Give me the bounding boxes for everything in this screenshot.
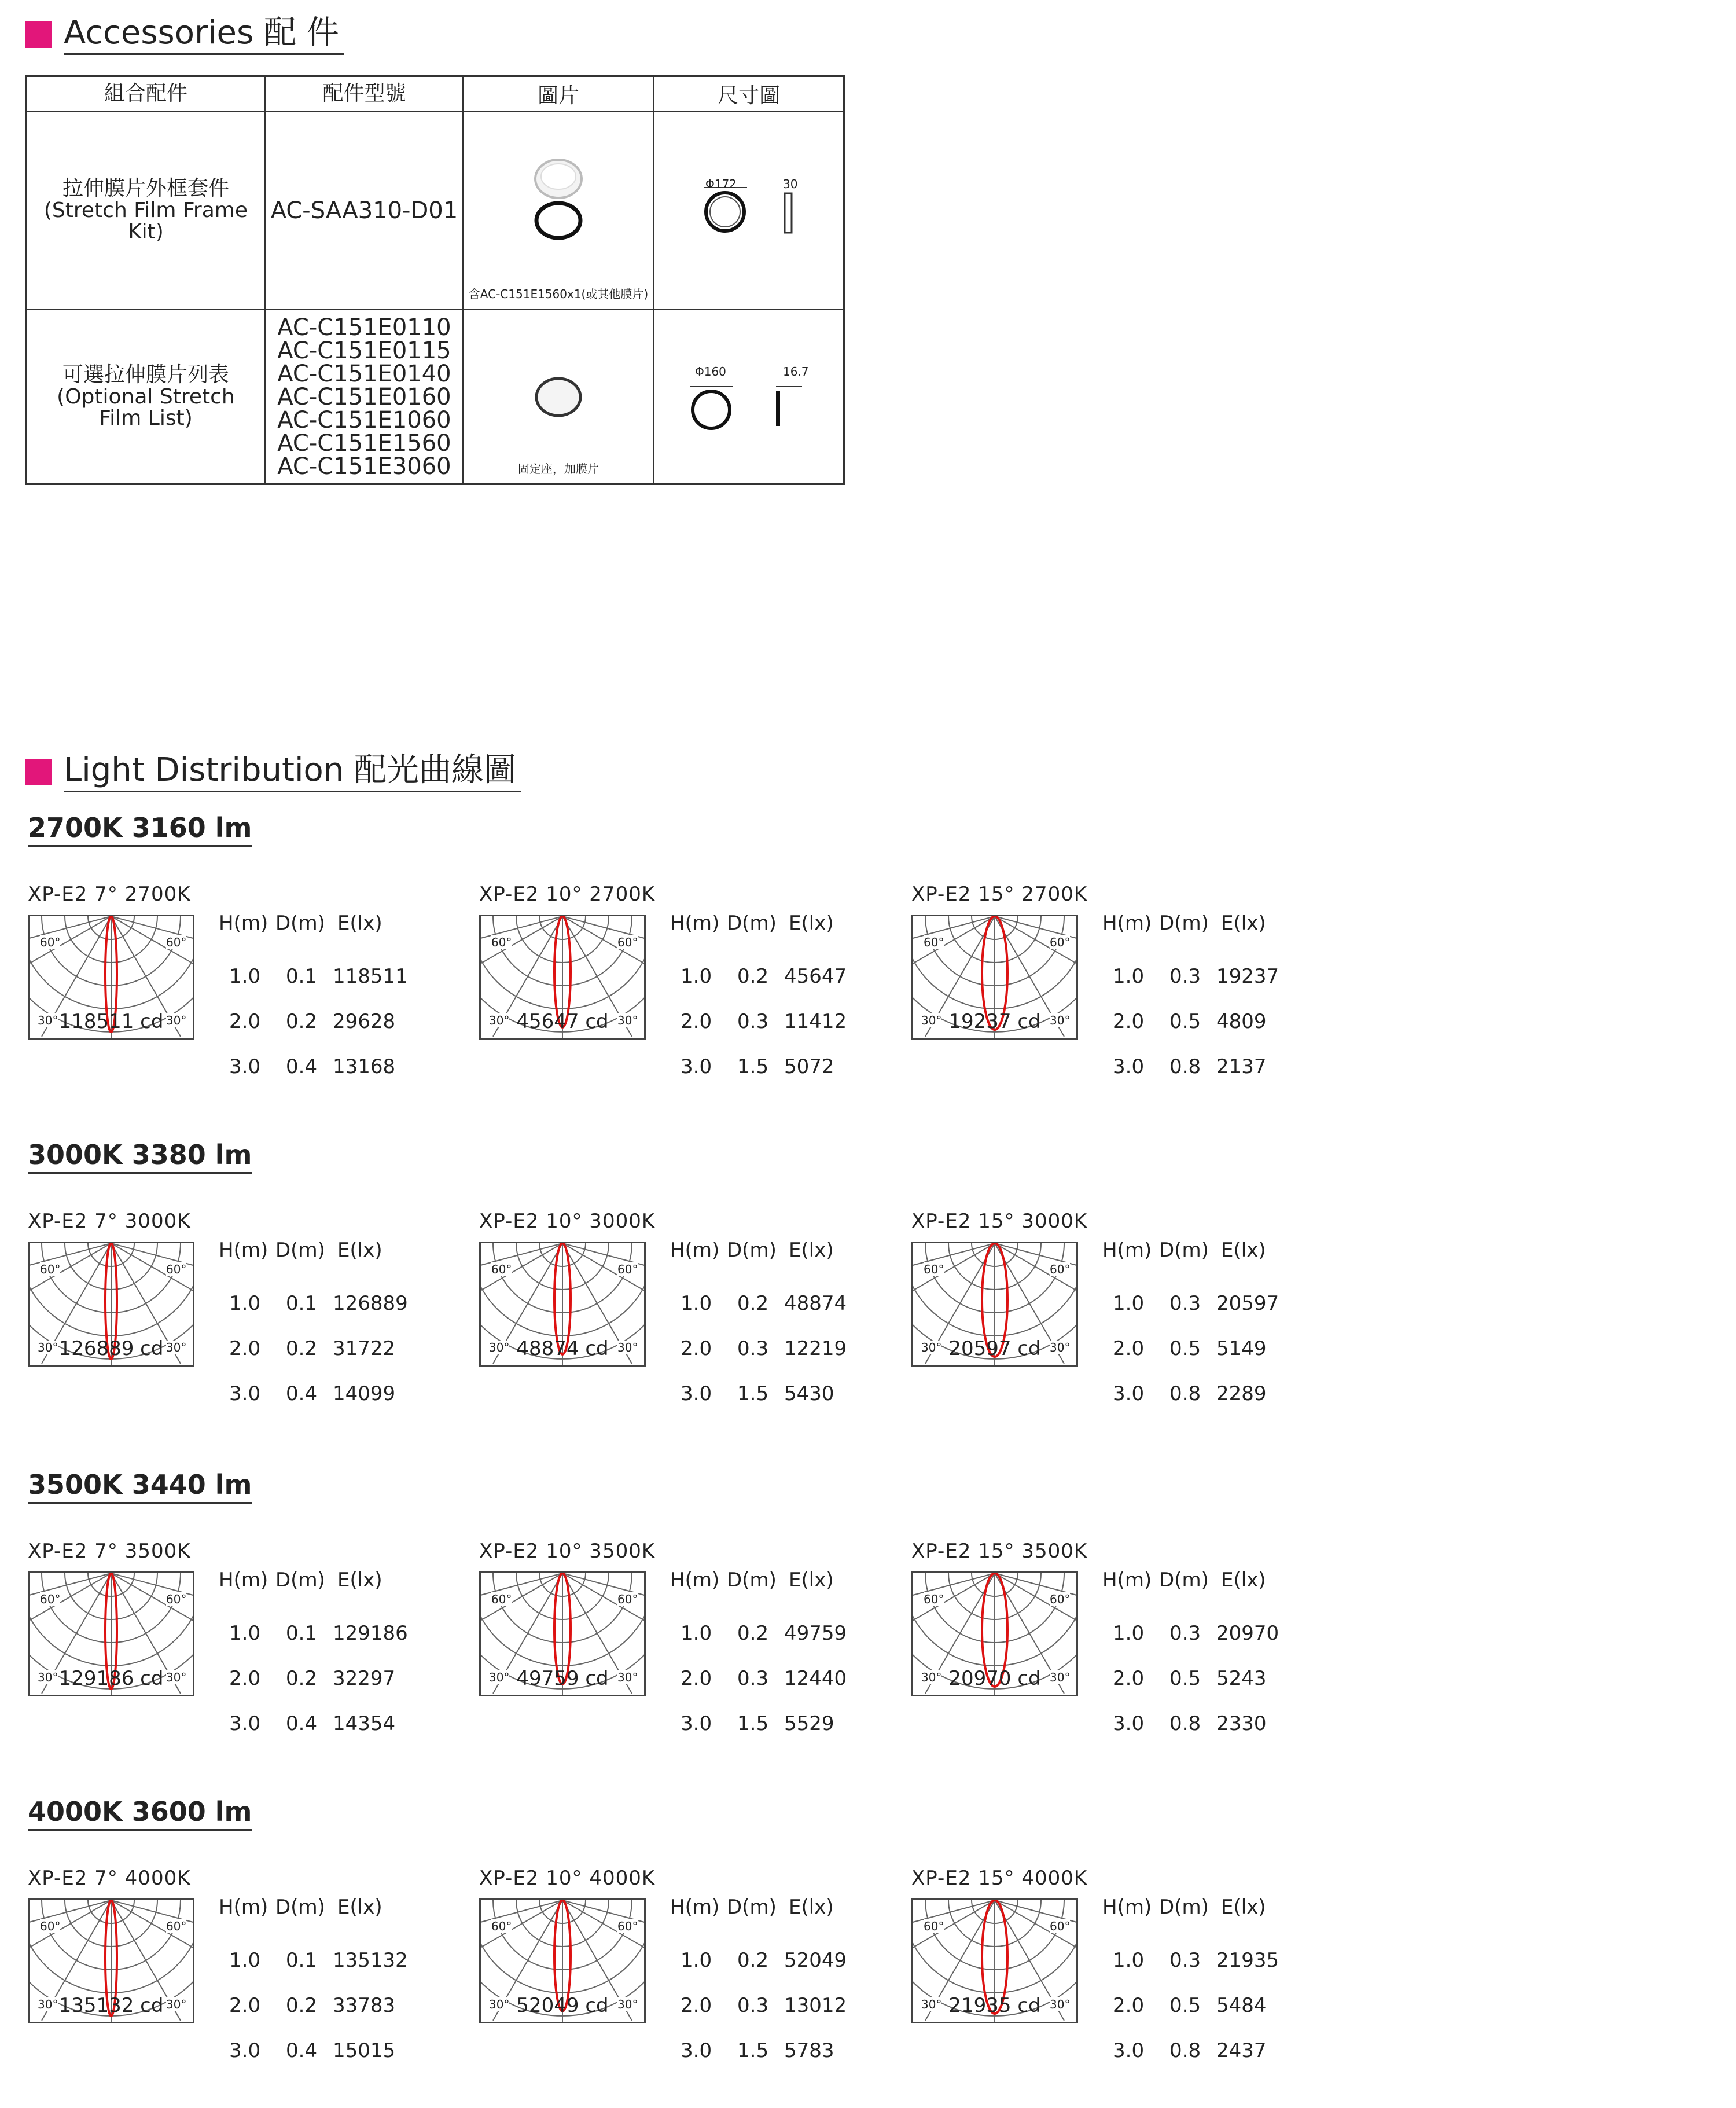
accessories-heading: [25, 15, 344, 55]
candela-value: 52049 cd: [516, 1994, 609, 2017]
dim-height-label: 30: [782, 177, 798, 191]
table-cell: 32297: [333, 1667, 396, 1690]
polar-distribution-diagram: [28, 1898, 194, 2023]
table-cell: 1.0: [681, 965, 712, 988]
table-cell: 135132: [333, 1949, 408, 1972]
table-cell: 45647: [784, 965, 847, 988]
table-cell: 1.0: [681, 1949, 712, 1972]
illuminance-table: [670, 1896, 861, 2069]
table-cell: 13012: [784, 1994, 847, 2017]
table-cell: 31722: [333, 1337, 396, 1360]
angle-label: 60°: [166, 1262, 187, 1276]
table-cell: 2.0: [229, 1010, 261, 1033]
model-number: AC-SAA310-D01: [270, 197, 458, 224]
table-cell: 0.8: [1169, 1055, 1201, 1078]
table-cell: 1.0: [1113, 1622, 1145, 1645]
illuminance-table: [1102, 1239, 1293, 1412]
illuminance-table: [670, 1569, 861, 1742]
chart-title: XP-E2 10° 2700K: [479, 883, 656, 906]
table-cell: 0.8: [1169, 2039, 1201, 2062]
table-cell: 3.0: [681, 1055, 712, 1078]
table-cell: 0.3: [737, 1337, 769, 1360]
table-cell: 0.3: [1169, 1622, 1201, 1645]
table-header-cell: D(m): [727, 912, 777, 935]
picture-cell: [463, 112, 653, 310]
kit-name-en: (Stretch Film Frame Kit): [43, 198, 248, 244]
angle-label: 30°: [921, 1013, 942, 1027]
table-cell: 0.3: [1169, 1292, 1201, 1315]
table-cell: 20970: [1216, 1622, 1279, 1645]
table-cell: 2.0: [681, 1337, 712, 1360]
polar-distribution-diagram: [479, 915, 646, 1040]
illuminance-table: [1102, 1569, 1293, 1742]
polar-distribution-diagram: [479, 1571, 646, 1696]
table-header-cell: D(m): [275, 1239, 325, 1262]
angle-label: 30°: [166, 1670, 187, 1684]
kit-name-zh: 拉伸膜片外框套件: [62, 176, 229, 200]
angle-label: 60°: [617, 935, 638, 949]
film-image: [464, 339, 653, 455]
frame-kit-image: [464, 138, 653, 283]
table-cell: 118511: [333, 965, 408, 988]
table-cell: 0.2: [737, 1949, 769, 1972]
table-cell: 1.0: [1113, 1292, 1145, 1315]
table-header-cell: H(m): [1102, 1569, 1152, 1592]
chart-title: XP-E2 15° 3000K: [911, 1210, 1088, 1233]
chart-title: XP-E2 7° 4000K: [28, 1867, 191, 1890]
candela-value: 19237 cd: [948, 1010, 1041, 1033]
table-cell: 11412: [784, 1010, 847, 1033]
polar-distribution-diagram: [28, 1571, 194, 1696]
table-header-cell: E(lx): [789, 1569, 834, 1592]
table-cell: 1.0: [1113, 965, 1145, 988]
table-header-cell: E(lx): [337, 1569, 382, 1592]
polar-distribution-diagram: [28, 915, 194, 1040]
illuminance-table: [670, 912, 861, 1085]
chart-title: XP-E2 15° 3500K: [911, 1540, 1088, 1563]
table-cell: 0.5: [1169, 1667, 1201, 1690]
illuminance-table: [1102, 912, 1293, 1085]
angle-label: 60°: [924, 1262, 944, 1276]
table-cell: 21935: [1216, 1949, 1279, 1972]
chart-title: XP-E2 15° 4000K: [911, 1867, 1088, 1890]
table-header-cell: E(lx): [789, 912, 834, 935]
table-cell: 1.0: [1113, 1949, 1145, 1972]
table-cell: 2.0: [681, 1667, 712, 1690]
light-distribution-heading: [25, 752, 521, 792]
angle-label: 60°: [166, 935, 187, 949]
table-cell: 0.2: [286, 1994, 318, 2017]
angle-label: 60°: [491, 1262, 512, 1276]
model-cell: [265, 112, 463, 310]
table-cell: 3.0: [229, 1712, 261, 1735]
group-title: 4000K 3600 lm: [28, 1797, 252, 1831]
accessories-table: [25, 75, 845, 485]
chart-title: XP-E2 7° 3500K: [28, 1540, 191, 1563]
table-cell: 12440: [784, 1667, 847, 1690]
angle-label: 30°: [1050, 1997, 1071, 2011]
model-number: AC-C151E0115: [277, 337, 451, 364]
table-cell: 0.8: [1169, 1712, 1201, 1735]
table-cell: 15015: [333, 2039, 396, 2062]
table-cell: 129186: [333, 1622, 408, 1645]
table-cell: 29628: [333, 1010, 396, 1033]
table-header-cell: E(lx): [1221, 912, 1266, 935]
candela-value: 49759 cd: [516, 1667, 609, 1690]
model-cell: [265, 310, 463, 484]
table-header-cell: D(m): [275, 912, 325, 935]
chart-title: XP-E2 10° 3500K: [479, 1540, 656, 1563]
table-cell: 12219: [784, 1337, 847, 1360]
header-dimension: 尺寸圖: [653, 76, 844, 112]
table-cell: 0.1: [286, 1949, 318, 1972]
table-cell: 2330: [1216, 1712, 1267, 1735]
candela-value: 126889 cd: [58, 1337, 164, 1360]
angle-label: 60°: [924, 935, 944, 949]
table-cell: 1.0: [229, 1949, 261, 1972]
table-header-cell: D(m): [1159, 1896, 1209, 1919]
angle-label: 60°: [1050, 1592, 1071, 1606]
model-number: AC-C151E0110: [277, 314, 451, 341]
table-cell: 49759: [784, 1622, 847, 1645]
table-cell: 3.0: [1113, 1712, 1145, 1735]
table-cell: 0.1: [286, 1622, 318, 1645]
table-cell: 1.0: [229, 1622, 261, 1645]
table-header-cell: H(m): [219, 1239, 269, 1262]
angle-label: 30°: [166, 1997, 187, 2011]
candela-value: 21935 cd: [948, 1994, 1041, 2017]
illuminance-table: [219, 1239, 410, 1412]
table-header-row: [27, 76, 844, 112]
table-cell: 2.0: [1113, 1994, 1145, 2017]
angle-label: 60°: [617, 1592, 638, 1606]
table-cell: 0.4: [286, 1055, 318, 1078]
table-cell: 5072: [784, 1055, 834, 1078]
angle-label: 30°: [489, 1670, 510, 1684]
table-cell: 1.5: [737, 1712, 769, 1735]
angle-label: 60°: [166, 1592, 187, 1606]
film-dimension-drawing: [654, 339, 843, 455]
table-cell: 5243: [1216, 1667, 1267, 1690]
angle-label: 30°: [1050, 1670, 1071, 1684]
table-row: [27, 112, 844, 310]
dimension-cell: [653, 112, 844, 310]
table-cell: 0.4: [286, 1382, 318, 1405]
angle-label: 30°: [617, 1997, 638, 2011]
table-cell: 2.0: [1113, 1337, 1145, 1360]
angle-label: 60°: [924, 1919, 944, 1933]
table-cell: 33783: [333, 1994, 396, 2017]
angle-label: 30°: [921, 1341, 942, 1354]
polar-distribution-diagram: [479, 1242, 646, 1367]
polar-distribution-diagram: [479, 1898, 646, 2023]
candela-value: 20597 cd: [948, 1337, 1041, 1360]
angle-label: 30°: [38, 1341, 58, 1354]
angle-label: 30°: [1050, 1013, 1071, 1027]
table-cell: 1.5: [737, 1382, 769, 1405]
table-cell: 0.3: [737, 1667, 769, 1690]
candela-value: 118511 cd: [58, 1010, 164, 1033]
table-header-cell: H(m): [1102, 1239, 1152, 1262]
table-cell: 1.0: [229, 965, 261, 988]
table-header-cell: D(m): [275, 1896, 325, 1919]
table-cell: 4809: [1216, 1010, 1267, 1033]
accessories-title: Accessories 配 件: [64, 15, 344, 55]
chart-title: XP-E2 7° 2700K: [28, 883, 191, 906]
angle-label: 60°: [1050, 935, 1071, 949]
table-cell: 2.0: [681, 1994, 712, 2017]
table-cell: 3.0: [681, 1712, 712, 1735]
table-cell: 3.0: [681, 1382, 712, 1405]
candela-value: 20970 cd: [948, 1667, 1041, 1690]
model-number: AC-C151E0160: [277, 383, 451, 410]
table-cell: 0.8: [1169, 1382, 1201, 1405]
model-number: AC-C151E3060: [277, 453, 451, 480]
table-row: [27, 310, 844, 484]
dim-diameter-label: Φ172: [705, 177, 737, 191]
table-cell: 5783: [784, 2039, 834, 2062]
table-cell: 3.0: [681, 2039, 712, 2062]
table-cell: 2.0: [1113, 1010, 1145, 1033]
table-cell: 0.1: [286, 965, 318, 988]
candela-value: 45647 cd: [516, 1010, 609, 1033]
table-cell: 0.5: [1169, 1994, 1201, 2017]
angle-label: 30°: [617, 1341, 638, 1354]
group-title: 2700K 3160 lm: [28, 813, 252, 847]
table-cell: 5484: [1216, 1994, 1267, 2017]
model-number: AC-C151E1560: [277, 429, 451, 457]
candela-value: 48874 cd: [516, 1337, 609, 1360]
table-cell: 5529: [784, 1712, 834, 1735]
table-header-cell: D(m): [275, 1569, 325, 1592]
illuminance-table: [670, 1239, 861, 1412]
section-marker-icon: [25, 21, 52, 48]
table-cell: 3.0: [229, 1055, 261, 1078]
table-cell: 0.4: [286, 2039, 318, 2062]
table-cell: 0.2: [286, 1667, 318, 1690]
table-cell: 14099: [333, 1382, 396, 1405]
table-cell: 0.3: [1169, 965, 1201, 988]
model-number: AC-C151E0140: [277, 360, 451, 387]
angle-label: 30°: [1050, 1341, 1071, 1354]
table-cell: 1.0: [681, 1292, 712, 1315]
table-cell: 2.0: [229, 1667, 261, 1690]
table-header-cell: D(m): [1159, 1569, 1209, 1592]
table-cell: 3.0: [1113, 1055, 1145, 1078]
header-model: 配件型號: [265, 76, 463, 112]
model-number: AC-C151E1060: [277, 406, 451, 434]
table-cell: 20597: [1216, 1292, 1279, 1315]
table-header-cell: E(lx): [337, 1239, 382, 1262]
polar-distribution-diagram: [911, 915, 1078, 1040]
table-cell: 0.2: [737, 965, 769, 988]
table-header-cell: H(m): [670, 912, 720, 935]
table-header-cell: H(m): [219, 912, 269, 935]
table-cell: 0.3: [737, 1994, 769, 2017]
table-header-cell: E(lx): [789, 1896, 834, 1919]
kit-name-zh: 可選拉伸膜片列表: [62, 362, 229, 387]
angle-label: 30°: [489, 1341, 510, 1354]
table-cell: 1.0: [681, 1622, 712, 1645]
group-title: 3500K 3440 lm: [28, 1470, 252, 1504]
table-cell: 0.1: [286, 1292, 318, 1315]
table-cell: 126889: [333, 1292, 408, 1315]
illuminance-table: [219, 1896, 410, 2069]
table-header-cell: H(m): [219, 1569, 269, 1592]
angle-label: 60°: [617, 1919, 638, 1933]
table-cell: 0.5: [1169, 1337, 1201, 1360]
light-distribution-title: Light Distribution 配光曲線圖: [64, 752, 521, 792]
angle-label: 30°: [617, 1670, 638, 1684]
angle-label: 30°: [921, 1670, 942, 1684]
picture-cell: [463, 310, 653, 484]
table-cell: 1.5: [737, 1055, 769, 1078]
table-cell: 0.2: [286, 1337, 318, 1360]
table-cell: 1.5: [737, 2039, 769, 2062]
table-header-cell: E(lx): [1221, 1896, 1266, 1919]
table-header-cell: H(m): [219, 1896, 269, 1919]
illuminance-table: [219, 1569, 410, 1742]
table-cell: 5430: [784, 1382, 834, 1405]
angle-label: 30°: [489, 1013, 510, 1027]
table-header-cell: H(m): [670, 1896, 720, 1919]
table-cell: 0.5: [1169, 1010, 1201, 1033]
table-cell: 3.0: [1113, 1382, 1145, 1405]
angle-label: 60°: [166, 1919, 187, 1933]
table-cell: 0.4: [286, 1712, 318, 1735]
table-header-cell: D(m): [727, 1569, 777, 1592]
angle-label: 30°: [489, 1997, 510, 2011]
kit-name-en: (Optional Stretch: [57, 384, 235, 409]
table-header-cell: D(m): [1159, 1239, 1209, 1262]
table-header-cell: D(m): [727, 1239, 777, 1262]
table-cell: 2289: [1216, 1382, 1267, 1405]
angle-label: 60°: [40, 1592, 61, 1606]
table-header-cell: E(lx): [337, 912, 382, 935]
chart-title: XP-E2 15° 2700K: [911, 883, 1088, 906]
table-header-cell: E(lx): [1221, 1239, 1266, 1262]
table-header-cell: E(lx): [789, 1239, 834, 1262]
illuminance-table: [219, 912, 410, 1085]
table-cell: 2.0: [1113, 1667, 1145, 1690]
angle-label: 30°: [166, 1013, 187, 1027]
kit-name-cell: [27, 310, 266, 484]
table-cell: 48874: [784, 1292, 847, 1315]
table-cell: 2437: [1216, 2039, 1267, 2062]
angle-label: 60°: [491, 1919, 512, 1933]
table-cell: 5149: [1216, 1337, 1267, 1360]
angle-label: 60°: [1050, 1262, 1071, 1276]
angle-label: 60°: [491, 1592, 512, 1606]
table-cell: 0.2: [737, 1622, 769, 1645]
angle-label: 30°: [166, 1341, 187, 1354]
table-cell: 0.3: [737, 1010, 769, 1033]
illuminance-table: [1102, 1896, 1293, 2069]
dim-diameter-label: Φ160: [694, 365, 726, 379]
dimension-cell: [653, 310, 844, 484]
table-cell: 0.2: [286, 1010, 318, 1033]
table-cell: 2.0: [229, 1994, 261, 2017]
candela-value: 135132 cd: [58, 1994, 164, 2017]
dim-height-label: 16.7: [782, 365, 809, 379]
table-header-cell: H(m): [1102, 1896, 1152, 1919]
header-picture: 圖片: [463, 76, 653, 112]
table-cell: 2.0: [229, 1337, 261, 1360]
table-cell: 14354: [333, 1712, 396, 1735]
angle-label: 30°: [38, 1670, 58, 1684]
chart-title: XP-E2 10° 3000K: [479, 1210, 656, 1233]
angle-label: 60°: [491, 935, 512, 949]
chart-title: XP-E2 10° 4000K: [479, 1867, 656, 1890]
angle-label: 30°: [38, 1997, 58, 2011]
table-header-cell: H(m): [1102, 912, 1152, 935]
table-cell: 0.2: [737, 1292, 769, 1315]
angle-label: 30°: [617, 1013, 638, 1027]
angle-label: 60°: [40, 935, 61, 949]
angle-label: 60°: [40, 1919, 61, 1933]
table-cell: 3.0: [1113, 2039, 1145, 2062]
candela-value: 129186 cd: [58, 1667, 164, 1690]
polar-distribution-diagram: [911, 1898, 1078, 2023]
polar-distribution-diagram: [911, 1242, 1078, 1367]
angle-label: 30°: [38, 1013, 58, 1027]
table-header-cell: E(lx): [337, 1896, 382, 1919]
table-cell: 13168: [333, 1055, 396, 1078]
group-title: 3000K 3380 lm: [28, 1140, 252, 1174]
table-cell: 2.0: [681, 1010, 712, 1033]
picture-caption: 固定座，加膜片: [517, 462, 599, 476]
table-cell: 3.0: [229, 1382, 261, 1405]
table-header-cell: D(m): [1159, 912, 1209, 935]
polar-distribution-diagram: [911, 1571, 1078, 1696]
header-kit: 組合配件: [27, 76, 266, 112]
angle-label: 60°: [924, 1592, 944, 1606]
angle-label: 60°: [40, 1262, 61, 1276]
frame-kit-dimension-drawing: [654, 153, 843, 269]
table-cell: 19237: [1216, 965, 1279, 988]
kit-name-cell: [27, 112, 266, 310]
table-header-cell: D(m): [727, 1896, 777, 1919]
table-header-cell: H(m): [670, 1239, 720, 1262]
table-cell: 0.3: [1169, 1949, 1201, 1972]
picture-caption: 含AC-C151E1560x1(或其他膜片): [468, 287, 649, 301]
kit-name-en-2: Film List): [99, 406, 193, 431]
table-header-cell: E(lx): [1221, 1569, 1266, 1592]
angle-label: 30°: [921, 1997, 942, 2011]
table-cell: 1.0: [229, 1292, 261, 1315]
table-header-cell: H(m): [670, 1569, 720, 1592]
angle-label: 60°: [1050, 1919, 1071, 1933]
table-cell: 2137: [1216, 1055, 1267, 1078]
polar-distribution-diagram: [28, 1242, 194, 1367]
chart-title: XP-E2 7° 3000K: [28, 1210, 191, 1233]
table-cell: 52049: [784, 1949, 847, 1972]
section-marker-icon: [25, 759, 52, 785]
angle-label: 60°: [617, 1262, 638, 1276]
table-cell: 3.0: [229, 2039, 261, 2062]
